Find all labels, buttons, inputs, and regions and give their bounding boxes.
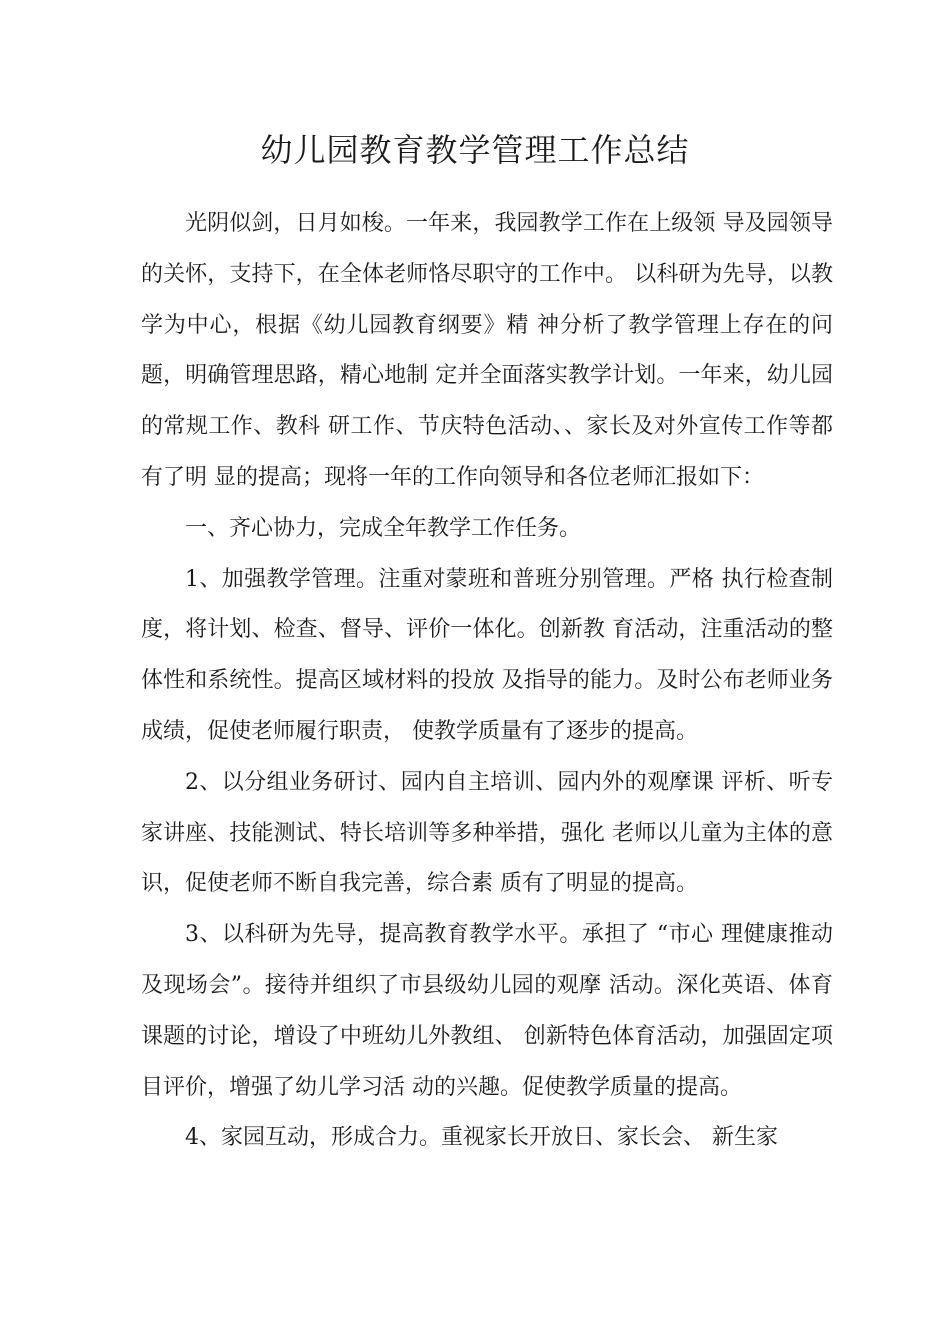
paragraph-intro: 光阴似剑，日月如梭。一年来，我园教学工作在上级领 导及园领导的关怀，支持下，在全体老师恪尽职守的工作中。 以科研为先导，以教学为中心，根据《幼儿园教育纲要》精 神分析了教学管理上存在的问题，明确管理思路，精心地制 定并全面落实教学计划。一年来，幼儿园的常规工作、教科 研工作、节庆特色活动、、家长及对外宣传工作等都有了明 显的提高；现将一年的工作向领导和各位老师汇报如下： bbox=[141, 211, 833, 490]
paragraph-item-4: 4、家园互动，形成合力。重视家长开放日、家长会、 新生家 bbox=[185, 1125, 778, 1151]
document-body bbox=[141, 199, 833, 1164]
document-title: 幼儿园教育教学管理工作总结 bbox=[260, 131, 690, 169]
paragraph-item-3: 3、以科研为先导，提高教育教学水平。承担了 “市心 理健康推动及现场会”。接待并组织了市县级幼儿园的观摩 活动。深化英语、体育课题的讨论，增设了中班幼儿外教组、 创新特色体育活动，加强固定项目评价，增强了幼儿学习活 动的兴趣。促使教学质量的提高。 bbox=[141, 922, 833, 1100]
paragraph-item-1: 1、加强教学管理。注重对蒙班和普班分别管理。严格 执行检查制度，将计划、检查、督导、评价一体化。创新教 育活动，注重活动的整体性和系统性。提高区域材料的投放 及指导的能力。及时公布老师业务成绩，促使老师履行职责， 使教学质量有了逐步的提高。 bbox=[141, 566, 833, 744]
paragraph-item-2: 2、以分组业务研讨、园内自主培训、园内外的观摩课 评析、听专家讲座、技能测试、特长培训等多种举措，强化 老师以儿童为主体的意识，促使老师不断自我完善，综合素 质有了明显的提高。 bbox=[141, 769, 833, 897]
section-heading-1: 一、齐心协力，完成全年教学工作任务。 bbox=[185, 515, 582, 541]
